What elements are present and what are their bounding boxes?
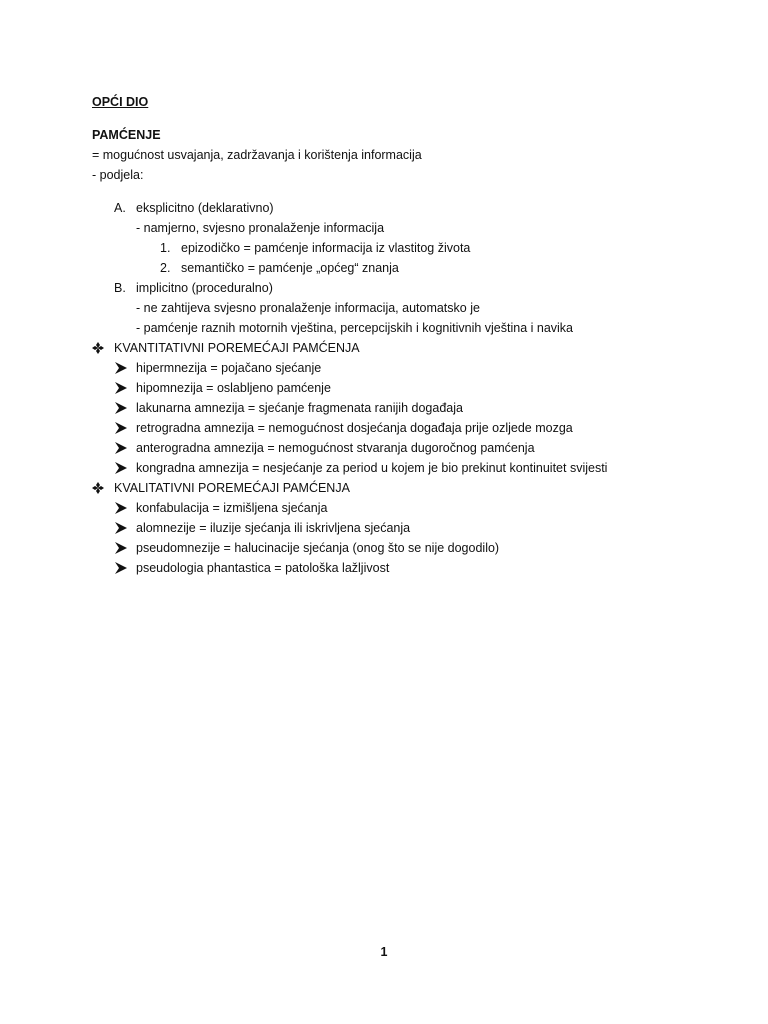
arrow-bullet-icon	[115, 422, 127, 434]
topic-title: PAMĆENJE	[92, 128, 161, 142]
quantitative-item: hipermnezija = pojačano sjećanje	[136, 361, 322, 375]
arrow-bullet-icon	[115, 382, 127, 394]
arrow-bullet-icon	[115, 402, 127, 414]
page-number: 1	[380, 945, 388, 959]
qualitative-item: pseudomnezije = halucinacije sjećanja (onog što se nije dogodilo)	[136, 541, 500, 555]
quantitative-item: lakunarna amnezija = sjećanje fragmenata ranijih događaja	[136, 401, 463, 415]
arrow-bullet-icon	[115, 542, 127, 554]
section-a-item-2-marker: 2.	[160, 261, 171, 275]
qualitative-item: pseudologia phantastica = patološka lažljivost	[136, 561, 390, 575]
qualitative-item: alomnezije = iluzije sjećanja ili iskrivljena sjećanja	[136, 521, 411, 535]
section-a-marker: A.	[114, 201, 126, 215]
arrow-bullet-icon	[115, 522, 127, 534]
section-a-title: eksplicitno (deklarativno)	[136, 201, 274, 215]
topic-definition: = mogućnost usvajanja, zadržavanja i korištenja informacija	[92, 148, 422, 162]
section-b-desc-1: - ne zahtijeva svjesno pronalaženje informacija, automatsko je	[136, 301, 480, 315]
section-a-item-2: semantičko = pamćenje „općeg“ znanja	[181, 261, 399, 275]
quantitative-item: retrogradna amnezija = nemogućnost dosjećanja događaja prije ozljede mozga	[136, 421, 573, 435]
quantitative-item: hipomnezija = oslabljeno pamćenje	[136, 381, 331, 395]
page-heading: OPĆI DIO	[92, 95, 149, 109]
qualitative-item: konfabulacija = izmišljena sjećanja	[136, 501, 328, 515]
section-a-item-1: epizodičko = pamćenje informacija iz vlastitog života	[181, 241, 471, 255]
qualitative-title: KVALITATIVNI POREMEĆAJI PAMĆENJA	[114, 481, 350, 495]
section-b-title: implicitno (proceduralno)	[136, 281, 273, 295]
quantitative-item: kongradna amnezija = nesjećanje za period u kojem je bio prekinut kontinuitet svijesti	[136, 461, 608, 475]
section-a-desc: - namjerno, svjesno pronalaženje informacija	[136, 221, 385, 235]
diamond-bullet-icon	[92, 342, 104, 354]
arrow-bullet-icon	[115, 502, 127, 514]
arrow-bullet-icon	[115, 562, 127, 574]
division-label: - podjela:	[92, 168, 144, 182]
arrow-bullet-icon	[115, 462, 127, 474]
section-a-item-1-marker: 1.	[160, 241, 171, 255]
arrow-bullet-icon	[115, 442, 127, 454]
diamond-bullet-icon	[92, 482, 104, 494]
arrow-bullet-icon	[115, 362, 127, 374]
section-b-marker: B.	[114, 281, 126, 295]
section-b-desc-2: - pamćenje raznih motornih vještina, percepcijskih i kognitivnih vještina i navika	[136, 321, 574, 335]
quantitative-title: KVANTITATIVNI POREMEĆAJI PAMĆENJA	[114, 341, 360, 355]
quantitative-item: anterogradna amnezija = nemogućnost stvaranja dugoročnog pamćenja	[136, 441, 535, 455]
